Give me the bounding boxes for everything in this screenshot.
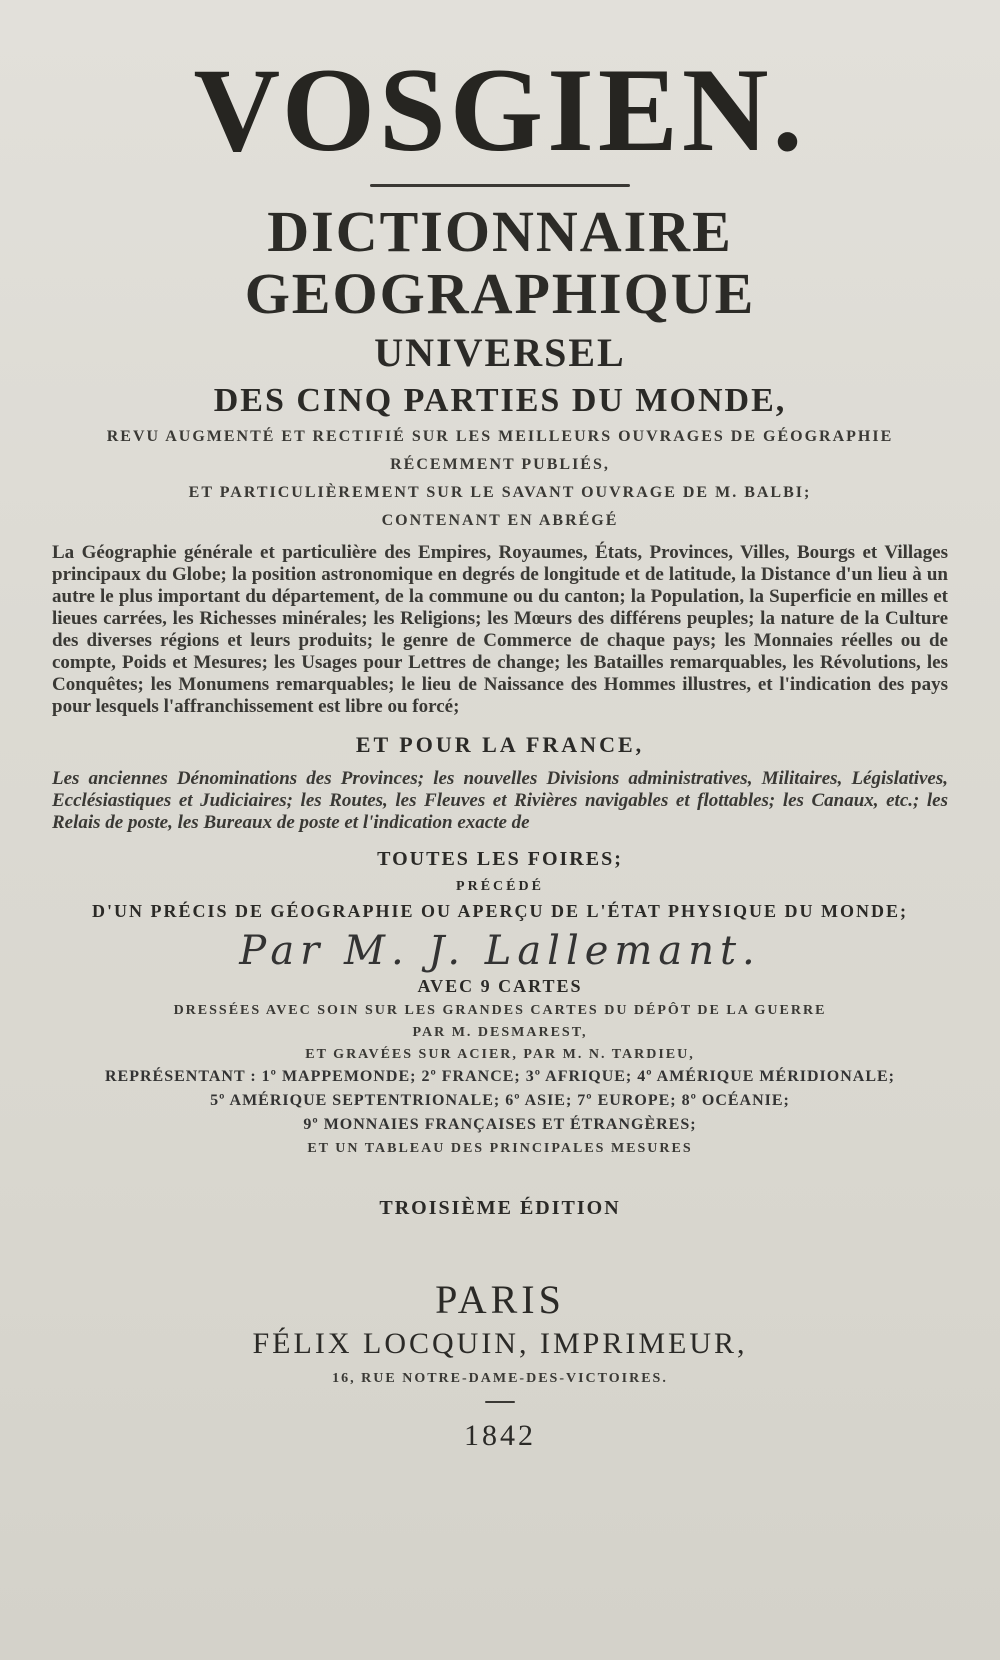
publication-year: 1842 <box>464 1419 536 1452</box>
revision-line: REVU AUGMENTÉ ET RECTIFIÉ SUR LES MEILLEURS OUVRAGES DE GÉOGRAPHIE <box>106 428 894 445</box>
subtitle-universel: UNIVERSEL <box>374 330 626 375</box>
edition-line: TROISIÈME ÉDITION <box>379 1197 621 1219</box>
maps-list-3: 9º MONNAIES FRANÇAISES ET ÉTRANGÈRES; <box>303 1116 697 1133</box>
cartes-heading: AVEC 9 CARTES <box>417 976 583 996</box>
book-subtitle: DICTIONNAIRE GEOGRAPHIQUE <box>244 199 756 326</box>
cartes-engraver: ET GRAVÉES SUR ACIER, PAR M. N. TARDIEU, <box>305 1047 695 1062</box>
maps-list-1: REPRÉSENTANT : 1º MAPPEMONDE; 2º FRANCE; 3º AFRIQUE; 4º AMÉRIQUE MÉRIDIONALE; <box>105 1068 895 1085</box>
author-signature: Par M. J. Lallemant. <box>239 928 761 974</box>
revision-line-2: RÉCEMMENT PUBLIÉS, <box>390 456 610 473</box>
cartes-source: DRESSÉES AVEC SOIN SUR LES GRANDES CARTES DU DÉPÔT DE LA GUERRE <box>173 1003 827 1018</box>
foires-heading: TOUTES LES FOIRES; <box>377 848 623 870</box>
maps-list-2: 5º AMÉRIQUE SEPTENTRIONALE; 6º ASIE; 7º EUROPE; 8º OCÉANIE; <box>210 1092 790 1109</box>
printer-address: 16, RUE NOTRE-DAME-DES-VICTOIRES. <box>332 1371 668 1386</box>
contents-line: CONTENANT EN ABRÉGÉ <box>381 512 619 529</box>
title-rule <box>370 184 630 187</box>
cartes-author: PAR M. DESMAREST, <box>412 1025 588 1040</box>
year-rule <box>485 1401 515 1403</box>
subtitle-parties: DES CINQ PARTIES DU MONDE, <box>213 382 787 419</box>
precis-line: D'UN PRÉCIS DE GÉOGRAPHIE OU APERÇU DE L'ÉTAT PHYSIQUE DU MONDE; <box>91 901 909 921</box>
balbi-line: ET PARTICULIÈREMENT SUR LE SAVANT OUVRAGE DE M. BALBI; <box>188 484 812 501</box>
printer-name: FÉLIX LOCQUIN, IMPRIMEUR, <box>252 1327 748 1360</box>
contents-paragraph: La Géographie générale et particulière des Empires, Royaumes, États, Provinces, Villes, Bourgs et Villages principaux du Globe; la position astronomique en degrés de longitude et de latitude, la Distance d'un lieu à un autre le plus important du département, de la commune ou du canton; la Population, la Superficie en milles et lieues carrées, les Richesses minérales; les Religions; les Mœurs des différens peuples; la nature de la Culture des diverses régions et leurs produits; le genre de Commerce de chaque pays; les Monnaies réelles ou de compte, Poids et Mesures; les Usages pour Lettres de change; les Batailles remarquables, les Révolutions, les Conquêtes; les Monumens remarquables; le lieu de Naissance des Hommes illustres, et l'indication des pays pour lesquels l'affranchissement est libre ou forcé; <box>52 542 948 717</box>
precede-line: PRÉCÉDÉ <box>456 879 544 894</box>
book-title: VOSGIEN. <box>193 43 807 176</box>
maps-list-4: ET UN TABLEAU DES PRINCIPALES MESURES <box>307 1141 693 1156</box>
france-heading: ET POUR LA FRANCE, <box>355 732 645 757</box>
france-paragraph: Les anciennes Dénominations des Provinces; les nouvelles Divisions administratives, Militaires, Législatives, Ecclésiastiques et Judiciaires; les Routes, les Fleuves et Rivières navigables et flottables; les Canaux, etc.; les Relais de poste, les Bureaux de poste et l'indication exacte de <box>52 768 948 833</box>
publisher-city: PARIS <box>435 1277 565 1322</box>
